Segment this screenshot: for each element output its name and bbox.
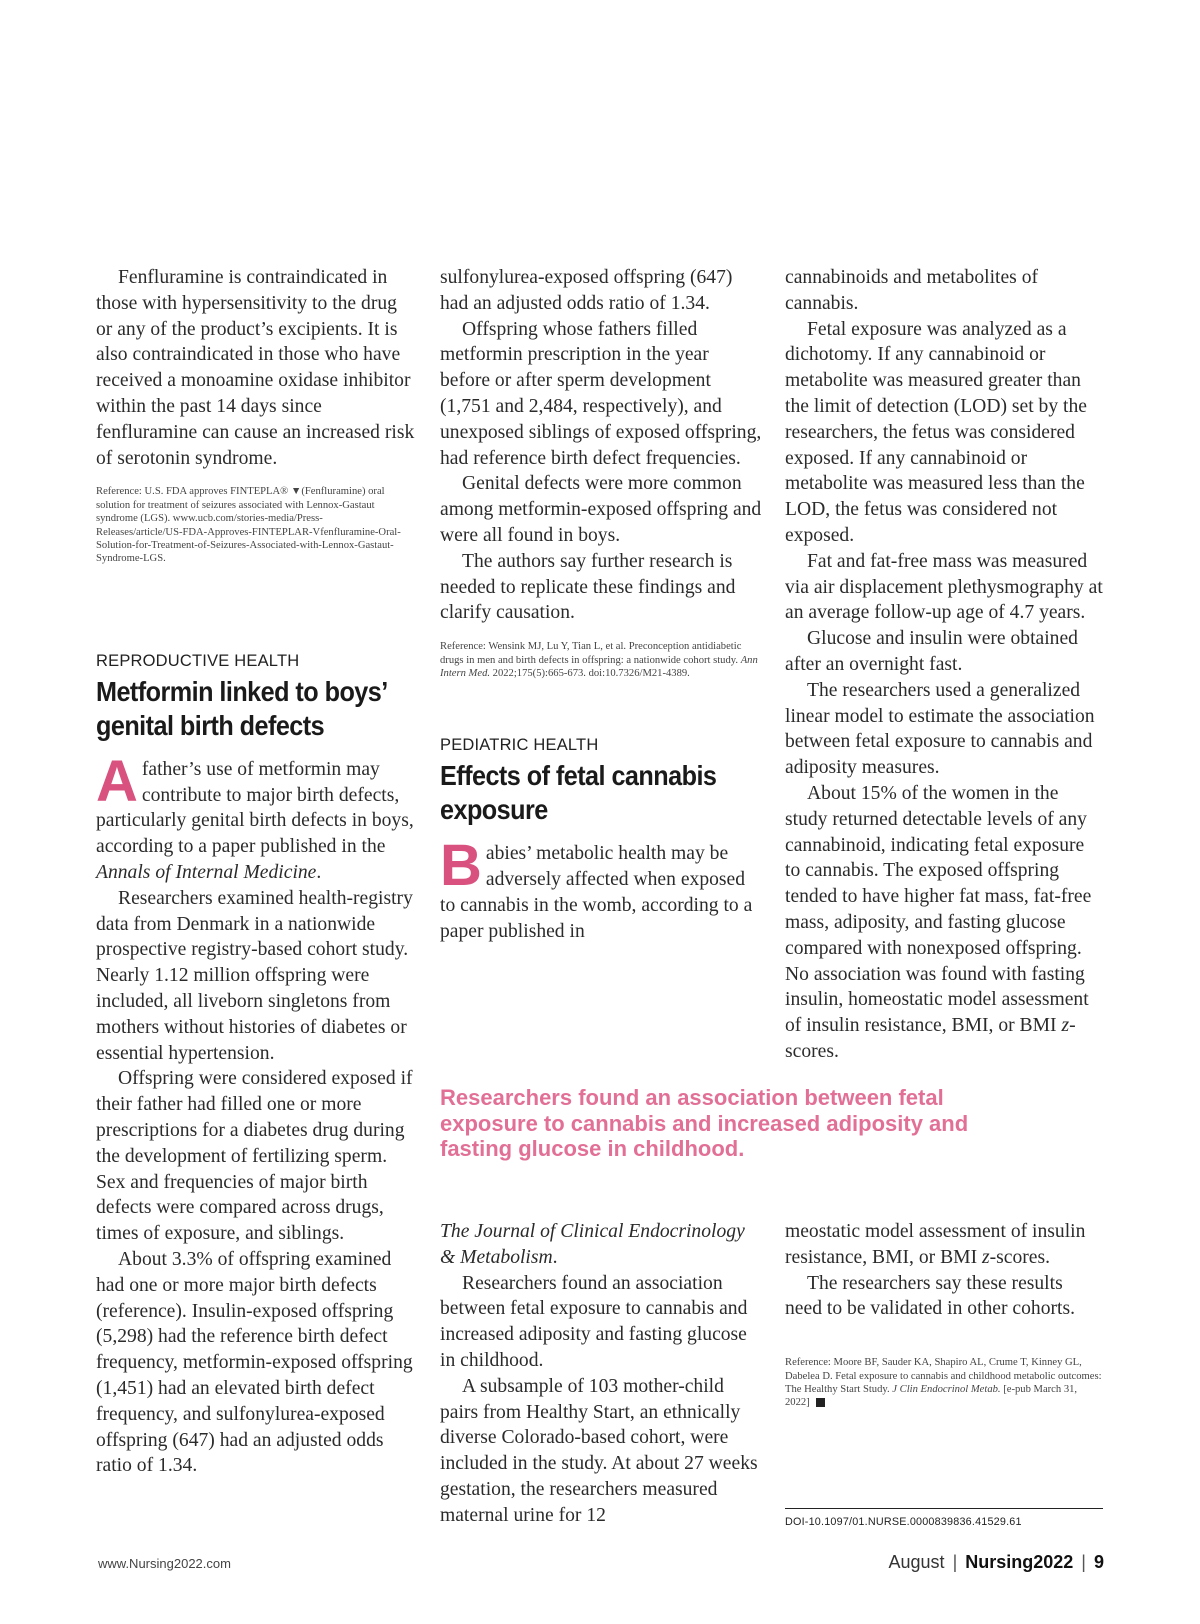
column-3-lower	[785, 1219, 1103, 1410]
footer-folio: August | Nursing2022 | 9	[888, 1552, 1104, 1572]
paragraph-about-3-3: About 3.3% of offspring examined had one or more major birth defects (reference). Insulin-exposed offspring (5,298) had the reference birth defect frequency, metformin-exposed offspring (1,451) had an elevated birth defect frequency, and sulfonylurea-exposed offspring (647) had an adjusted odds ratio of 1.34.	[96, 1248, 413, 1477]
footer-journal-name: Nursing2022	[965, 1552, 1074, 1572]
footer-page-number: 9	[1093, 1552, 1104, 1572]
reference-fda: Reference: U.S. FDA approves FINTEPLA® ▼(Fenfluramine) oral solution for treatment of seizures associated with Lennox-Gastaut syndrome (LGS). www.ucb.com/stories-media/Press-Releases/article/US-FDA-Approves-FINTEPLAR-Vfenfluramine-Oral-Solution-for-Treatment-of-Seizures-Associated-with-Lennox-Gastaut-Syndrome-LGS.	[96, 486, 401, 565]
reference-wensink-citation: 2022;175(5):665-673. doi:10.7326/M21-4389.	[490, 667, 690, 679]
z-score-italic: z	[1061, 1015, 1070, 1037]
paragraph-about-15-text: About 15% of the women in the study returned detectable levels of any cannabinoid, indicating fetal exposure to cannabis. The exposed offspring tended to have higher fat mass, fat-free mass, adiposity, and fasting glucose compared with nonexposed offspring. No association was found with fasting insulin, homeostatic model assessment of insulin resistance, BMI, or BMI	[785, 782, 1092, 1037]
column-2	[440, 265, 762, 945]
paragraph-genital-defects: Genital defects were more common among metformin-exposed offspring and were all found in boys.	[440, 473, 762, 546]
paragraph-researchers-examined: Researchers examined health-registry data from Denmark in a nationwide prospective registry-based cohort study. Nearly 1.12 million offspring were included, all liveborn singletons from mothers without histories of diabetes or essential hypertension.	[96, 887, 413, 1064]
column-2-lower	[440, 1219, 762, 1529]
end-of-article-mark-icon	[816, 1398, 825, 1407]
footer-website-link[interactable]: www.Nursing2022.com	[98, 1556, 231, 1571]
paragraph-homeostatic-continued: meostatic model assessment of insulin resistance, BMI, or BMI z-scores.	[785, 1221, 1086, 1268]
paragraph-sulfonylurea: sulfonylurea-exposed offspring (647) had an adjusted odds ratio of 1.34.	[440, 267, 733, 314]
reference-moore	[785, 1356, 1103, 1410]
journal-name-annals: Annals of Internal Medicine	[96, 862, 317, 883]
section-kicker-pediatric-health: PEDIATRIC HEALTH	[440, 736, 599, 755]
article-title-cannabis: Effects of fetal cannabis exposure	[440, 760, 717, 826]
journal-name-endocrinology: The Journal of Clinical Endocrinology & Metabolism	[440, 1221, 745, 1268]
lead-paragraph-cannabis	[440, 833, 762, 945]
column-1	[96, 265, 418, 1477]
paragraph-researchers-found: Researchers found an association between fetal exposure to cannabis and increased adiposity and fasting glucose in childhood.	[440, 1272, 748, 1371]
paragraph-fetal-exposure: Fetal exposure was analyzed as a dichotomy. If any cannabinoid or metabolite was measured greater than the limit of detection (LOD) set by the researchers, the fetus was considered exposed. If any cannabinoid or metabolite was measured less than the LOD, the fetus was considered not exposed.	[785, 318, 1087, 546]
paragraph-fat-mass: Fat and fat-free mass was measured via air displacement plethysmography at an average follow-up age of 4.7 years.	[785, 550, 1103, 624]
paragraph-fenfluramine: Fenfluramine is contraindicated in those with hypersensitivity to the drug or any of the product’s excipients. It is also contraindicated in those who have received a monoamine oxidase inhibitor within the past 14 days since fenfluramine can cause an increased risk of serotonin syndrome.	[96, 267, 415, 469]
paragraph-glucose-insulin: Glucose and insulin were obtained after an overnight fast.	[785, 628, 1078, 675]
lead-paragraph-metformin	[96, 748, 418, 886]
paragraph-subsample: A subsample of 103 mother-child pairs from Healthy Start, an ethnically diverse Colorado-based cohort, were included in the study. At about 27 weeks gestation, the researchers measured maternal urine for 12	[440, 1375, 758, 1526]
section-kicker-reproductive-health: REPRODUCTIVE HEALTH	[96, 651, 300, 670]
paragraph-offspring-considered: Offspring were considered exposed if their father had filled one or more prescriptions for a diabetes drug during the development of fertilizing sperm. Sex and frequencies of major birth defects were compared across drugs, times of exposure, and siblings.	[96, 1068, 413, 1245]
journal-end: .	[552, 1246, 558, 1268]
paragraph-about-15	[785, 781, 1103, 1062]
reference-wensink-text: Reference: Wensink MJ, Lu Y, Tian L, et al. Preconception antidiabetic drugs in men and birth defects in offspring: a nationwide cohort study.	[440, 641, 742, 666]
pull-quote: Researchers found an association between fetal exposure to cannabis and increased adiposity and fasting glucose in childhood.	[440, 1085, 969, 1161]
z-score-end: -scores.	[785, 1015, 1076, 1062]
paragraph-cannabinoids-continued: cannabinoids and metabolites of cannabis.	[785, 267, 1039, 314]
paragraph-validate: The researchers say these results need to be validated in other cohorts.	[785, 1272, 1076, 1320]
reference-moore-text: Reference: Moore BF, Sauder KA, Shapiro AL, Crume T, Kinney GL, Dabelea D. Fetal exposure to cannabis and childhood metabolic outcomes: The Healthy Start Study.	[785, 1357, 1102, 1395]
footer-month: August	[888, 1552, 945, 1572]
drop-cap-b: B	[440, 833, 482, 899]
journal-continued	[440, 1219, 762, 1271]
reference-wensink	[440, 640, 762, 680]
paragraph-fathers-filled: Offspring whose fathers filled metformin prescription in the year before or after sperm development (1,751 and 2,484, respectively), and unexposed siblings of exposed offspring, had reference birth defect frequencies.	[440, 318, 762, 469]
paragraph-authors-say: The authors say further research is needed to replicate these findings and clarify causation.	[440, 550, 736, 624]
drop-cap-a: A	[96, 748, 138, 814]
lead-end: .	[316, 862, 322, 883]
doi-line: DOI-10.1097/01.NURSE.0000839836.41529.61	[785, 1508, 1103, 1528]
reference-wensink-journal: Ann Intern Med.	[440, 654, 758, 679]
column-3	[785, 265, 1103, 1062]
lead-text-cannabis: abies’ metabolic health may be adversely affected when exposed to cannabis in the womb, according to a paper published in	[440, 843, 753, 942]
reference-moore-citation: [e-pub March 31, 2022]	[785, 1384, 1078, 1409]
lead-text-metformin: father’s use of metformin may contribute to major birth defects, particularly genital birth defects in boys, according to a paper published in the	[96, 758, 414, 858]
reference-moore-journal: J Clin Endocrinol Metab.	[892, 1384, 1001, 1395]
article-title-metformin: Metformin linked to boys’ genital birth defects	[96, 675, 387, 741]
paragraph-linear-model: The researchers used a generalized linear model to estimate the association between fetal exposure to cannabis and adiposity measures.	[785, 679, 1095, 779]
